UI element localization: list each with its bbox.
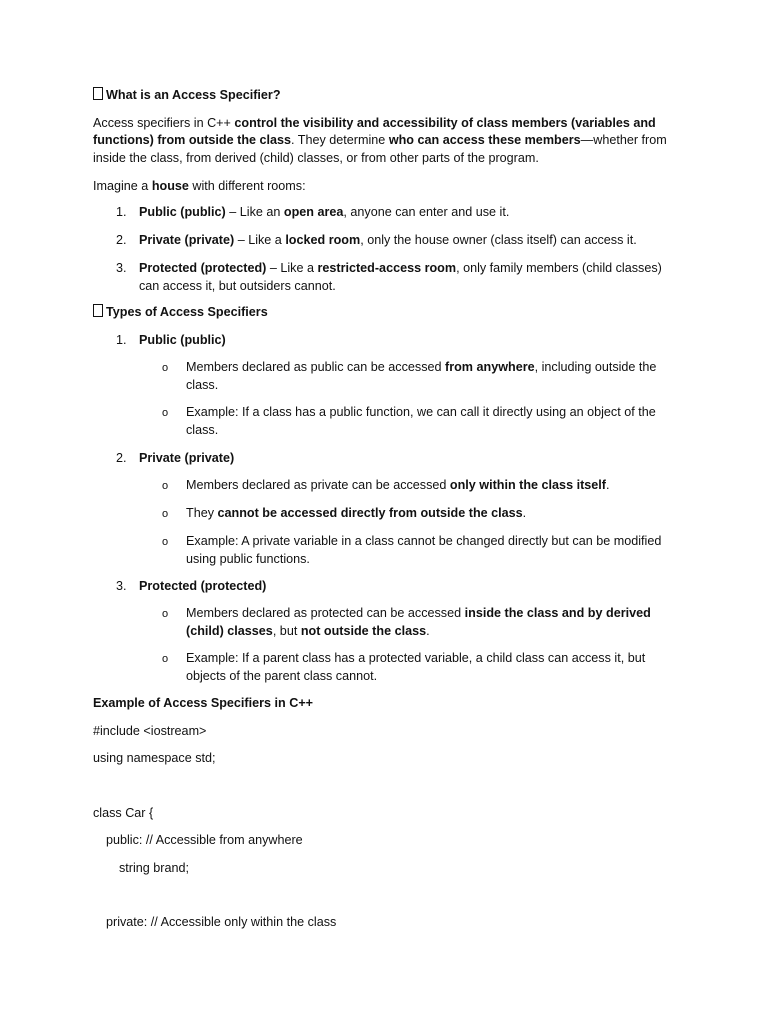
- intro-line-2: functions) from outside the class. They determine who can access these members—whether from: [93, 133, 667, 147]
- protected-bullet-1: Members declared as protected can be accessed inside the class and by derived: [186, 606, 651, 620]
- bullet-icon: o: [162, 480, 169, 492]
- heading-what-is: What is an Access Specifier?: [93, 86, 281, 104]
- bullet-icon: o: [162, 407, 169, 419]
- public-bullet-2: Example: If a class has a public function, we can call it directly using an object of the: [186, 405, 656, 419]
- missing-glyph-icon: [93, 304, 103, 317]
- protected-bullet-1-cont: (child) classes, but not outside the class.: [186, 624, 430, 638]
- code-private: private: // Accessible only within the class: [106, 915, 337, 929]
- code-public: public: // Accessible from anywhere: [106, 833, 303, 847]
- list-number: 2.: [116, 451, 127, 465]
- imagine-line: Imagine a house with different rooms:: [93, 179, 306, 193]
- list-item-room-protected: Protected (protected) – Like a restricted-access room, only family members (child classes): [139, 261, 662, 275]
- bullet-icon: o: [162, 608, 169, 620]
- type-public-title: Public (public): [139, 333, 226, 347]
- code-using: using namespace std;: [93, 751, 216, 765]
- list-number: 1.: [116, 333, 127, 347]
- intro-line-3: inside the class, from derived (child) classes, or from other parts of the program.: [93, 151, 539, 165]
- list-item-room-protected-cont: can access it, but outsiders cannot.: [139, 279, 336, 293]
- public-bullet-1-cont: class.: [186, 378, 219, 392]
- code-class: class Car {: [93, 806, 154, 820]
- private-bullet-3-cont: using public functions.: [186, 552, 310, 566]
- bullet-icon: o: [162, 362, 169, 374]
- example-heading: Example of Access Specifiers in C++: [93, 696, 314, 710]
- list-number: 3.: [116, 261, 127, 275]
- protected-bullet-2-cont: objects of the parent class cannot.: [186, 669, 378, 683]
- type-private-title: Private (private): [139, 451, 235, 465]
- heading-types: Types of Access Specifiers: [93, 303, 268, 321]
- bullet-icon: o: [162, 508, 169, 520]
- protected-bullet-2: Example: If a parent class has a protected variable, a child class can access it, but: [186, 651, 646, 665]
- intro-line-1: Access specifiers in C++ control the visibility and accessibility of class members (variables and: [93, 116, 656, 130]
- missing-glyph-icon: [93, 87, 103, 100]
- private-bullet-3: Example: A private variable in a class cannot be changed directly but can be modified: [186, 534, 662, 548]
- list-item-room-private: Private (private) – Like a locked room, only the house owner (class itself) can access it.: [139, 233, 637, 247]
- private-bullet-2: They cannot be accessed directly from outside the class.: [186, 506, 527, 520]
- type-protected-title: Protected (protected): [139, 579, 267, 593]
- code-include: #include <iostream>: [93, 724, 207, 738]
- public-bullet-1: Members declared as public can be accessed from anywhere, including outside the: [186, 360, 657, 374]
- list-number: 2.: [116, 233, 127, 247]
- list-number: 3.: [116, 579, 127, 593]
- bullet-icon: o: [162, 536, 169, 548]
- list-number: 1.: [116, 205, 127, 219]
- bullet-icon: o: [162, 653, 169, 665]
- list-item-room-public: Public (public) – Like an open area, anyone can enter and use it.: [139, 205, 510, 219]
- public-bullet-2-cont: class.: [186, 423, 219, 437]
- code-brand: string brand;: [119, 861, 190, 875]
- private-bullet-1: Members declared as private can be accessed only within the class itself.: [186, 478, 610, 492]
